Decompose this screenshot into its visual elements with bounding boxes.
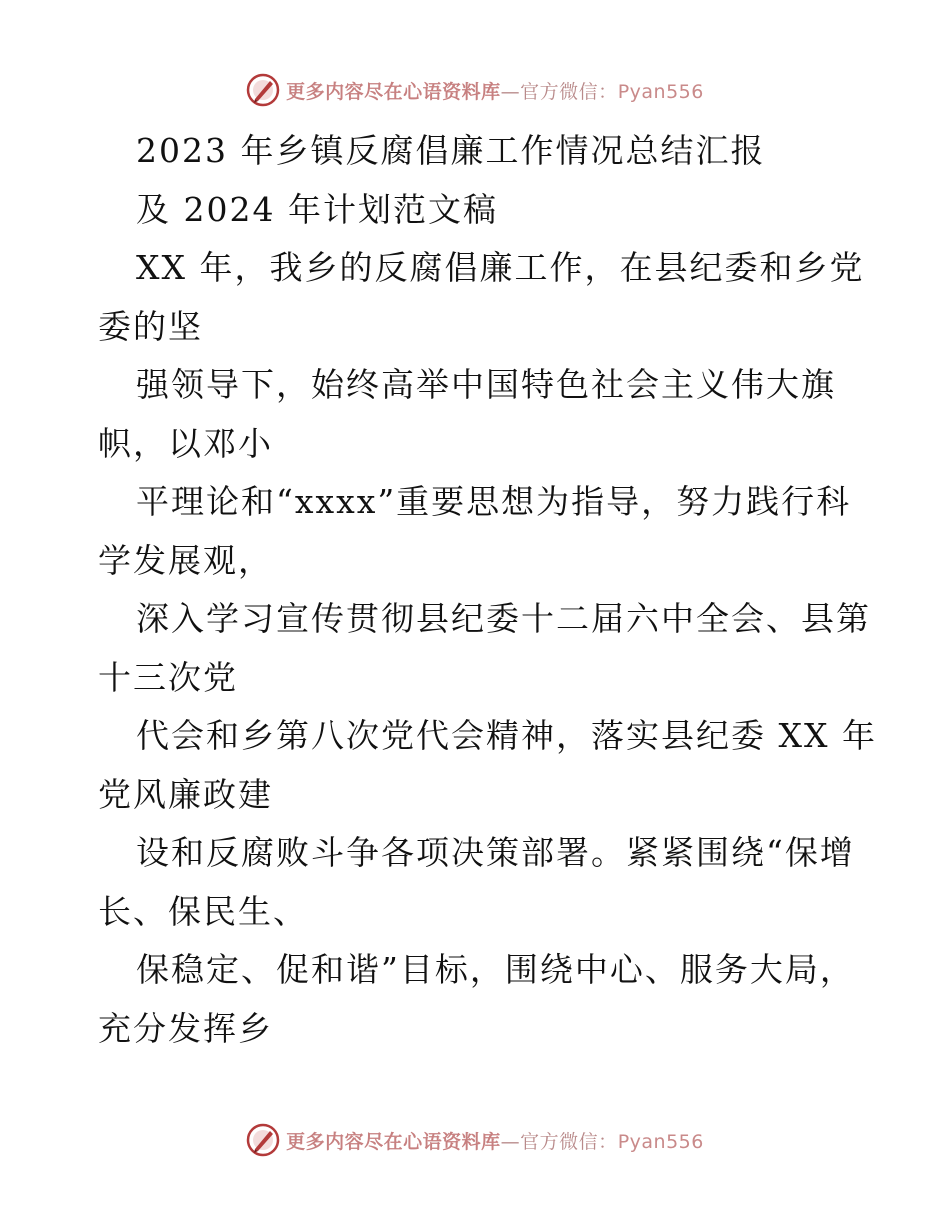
document-line: 长、保民生、 [98, 891, 308, 931]
document-line: 平理论和“xxxx”重要思想为指导，努力践行科 [136, 482, 852, 521]
watermark-wechat-label: 官方微信： [520, 80, 618, 103]
document-line: 充分发挥乡 [98, 1008, 273, 1048]
document-line: 委的坚 [98, 306, 203, 346]
document-line: 学发展观， [98, 540, 273, 580]
watermark-dash: — [500, 1130, 521, 1153]
document-line: 2023 年乡镇反腐倡廉工作情况总结汇报 [136, 131, 766, 170]
watermark-text [286, 77, 704, 104]
watermark-main: 更多内容尽在心语资料库 [286, 1130, 501, 1153]
document-line: XX 年，我乡的反腐倡廉工作，在县纪委和乡党 [136, 248, 865, 287]
watermark-text [286, 1127, 704, 1154]
watermark-wechat-id: Pyan556 [617, 1130, 704, 1153]
document-line: 保稳定、促和谐”目标，围绕中心、服务大局， [136, 950, 855, 989]
document-line: 及 2024 年计划范文稿 [136, 189, 498, 229]
document-line: 帜，以邓小 [98, 423, 273, 463]
document-body [98, 122, 877, 1058]
document-line: 强领导下，始终高举中国特色社会主义伟大旗 [136, 365, 836, 404]
watermark-wechat-id: Pyan556 [617, 80, 704, 103]
document-line: 设和反腐败斗争各项决策部署。紧紧围绕“保增 [136, 833, 855, 872]
document-line: 代会和乡第八次党代会精神，落实县纪委 XX 年 [136, 716, 877, 755]
pen-logo-icon [246, 1123, 280, 1157]
watermark-main: 更多内容尽在心语资料库 [286, 80, 501, 103]
document-line: 深入学习宣传贯彻县纪委十二届六中全会、县第 [136, 599, 871, 638]
document-line: 党风廉政建 [98, 774, 273, 814]
pen-logo-icon [246, 73, 280, 107]
watermark-wechat-label: 官方微信： [520, 1130, 618, 1153]
header-watermark [0, 70, 950, 110]
footer-watermark [0, 1120, 950, 1160]
watermark-dash: — [500, 80, 521, 103]
document-line: 十三次党 [98, 657, 238, 697]
